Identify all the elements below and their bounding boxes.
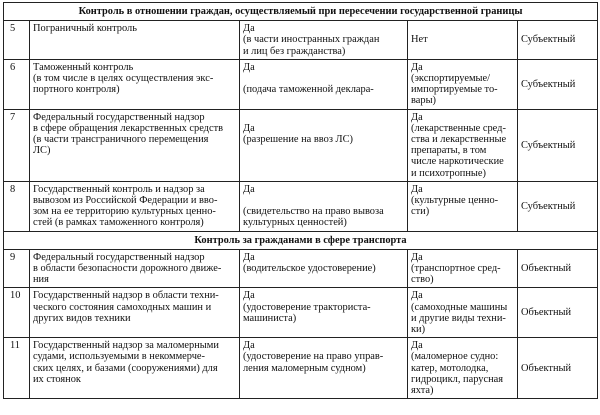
control-name-line: (в части трансграничного перемещения xyxy=(33,134,209,146)
permit-answer: Да xyxy=(243,251,255,263)
object-detail-line: ки) xyxy=(411,324,426,336)
control-name-line: ческого состояния самоходных машин и xyxy=(33,301,212,313)
permit-detail-line: (разрешение на ввоз ЛС) xyxy=(243,134,353,146)
permit-answer: Да xyxy=(243,23,255,35)
object-answer: Да xyxy=(411,251,423,263)
control-name-line: Государственный надзор за маломерными xyxy=(33,340,219,352)
object-detail-line: (самоходные машины xyxy=(411,301,508,313)
object-detail-line: вары) xyxy=(411,95,437,107)
permit-detail-line: ления маломерным судном) xyxy=(243,362,366,374)
object-detail-line: и психотропные) xyxy=(411,167,486,179)
object-detail-line: сти) xyxy=(411,206,430,218)
object-detail-line: импортируемые то- xyxy=(411,84,498,96)
permit-cell xyxy=(240,59,408,109)
table-row xyxy=(4,338,598,399)
row-number: 6 xyxy=(4,59,30,109)
object-detail-line: катер, мотолодка, xyxy=(411,362,489,374)
control-type-cell: Субъектный xyxy=(518,59,598,109)
control-name-cell xyxy=(30,109,240,181)
object-detail-line: (лекарственные сред- xyxy=(411,122,506,134)
object-detail-line: (транспортное сред- xyxy=(411,263,501,275)
permit-answer: Да xyxy=(243,61,255,73)
object-cell xyxy=(408,59,518,109)
control-name-line: портного контроля) xyxy=(33,84,120,96)
permit-answer: Да xyxy=(243,340,255,352)
object-cell xyxy=(408,338,518,399)
row-number: 10 xyxy=(4,288,30,338)
permit-detail-line: культурных ценностей) xyxy=(243,217,347,229)
section-title: Контроль за гражданами в сфере транспорта xyxy=(4,231,598,249)
object-detail-line: гидроцикл, парусная xyxy=(411,373,504,385)
permit-cell xyxy=(240,21,408,60)
section-header-row xyxy=(4,231,598,249)
control-type-cell: Объектный xyxy=(518,249,598,288)
table-row xyxy=(4,249,598,288)
object-detail-line: ство) xyxy=(411,274,434,286)
object-cell xyxy=(408,181,518,231)
object-detail-line: ства и лекарственные xyxy=(411,134,507,146)
permit-cell xyxy=(240,338,408,399)
control-name-line: в области безопасности дорожного движе- xyxy=(33,263,222,275)
permit-detail-line: (удостоверение на право управ- xyxy=(243,351,384,363)
object-cell xyxy=(408,288,518,338)
row-number: 7 xyxy=(4,109,30,181)
permit-detail-line: (удостоверение тракториста- xyxy=(243,301,371,313)
object-cell xyxy=(408,249,518,288)
control-name-line: Федеральный государственный надзор xyxy=(33,251,205,263)
control-name-line: ЛС) xyxy=(33,145,51,157)
object-answer: Да xyxy=(411,61,423,73)
control-name-line: ских целях, и базами (сооружениями) для xyxy=(33,362,218,374)
object-answer: Да xyxy=(411,183,423,195)
object-detail-line: (культурные ценно- xyxy=(411,195,499,207)
object-answer: Нет xyxy=(411,34,428,46)
control-type-cell: Объектный xyxy=(518,338,598,399)
permit-answer: Да xyxy=(243,290,255,302)
row-number: 11 xyxy=(4,338,30,399)
permit-cell xyxy=(240,109,408,181)
control-name-line: вывозом из Российской Федерации и вво- xyxy=(33,195,218,207)
control-name-cell xyxy=(30,288,240,338)
object-detail-line: яхта) xyxy=(411,385,434,397)
permit-cell xyxy=(240,181,408,231)
object-detail-line: (маломерное судно: xyxy=(411,351,499,363)
control-name-cell xyxy=(30,338,240,399)
control-name-line: судами, используемыми в некоммерче- xyxy=(33,351,205,363)
permit-answer: Да xyxy=(243,183,255,195)
table-row xyxy=(4,59,598,109)
control-name-line: в сфере обращения лекарственных средств xyxy=(33,122,224,134)
control-name-line: других видов техники xyxy=(33,312,131,324)
control-name-line: их стоянок xyxy=(33,373,81,385)
object-cell xyxy=(408,21,518,60)
permit-detail-line: (в части иностранных граждан xyxy=(243,34,380,46)
control-name-cell xyxy=(30,59,240,109)
control-name-line: Федеральный государственный надзор xyxy=(33,111,205,123)
permit-cell xyxy=(240,288,408,338)
row-number: 8 xyxy=(4,181,30,231)
control-name-line: зом на ее территорию культурных ценно- xyxy=(33,206,216,218)
object-detail-line: и другие виды техни- xyxy=(411,312,506,324)
control-name-cell xyxy=(30,181,240,231)
control-name-line: ния xyxy=(33,274,49,286)
permit-detail-line: (подача таможенной деклара- xyxy=(243,84,374,96)
object-detail-line: числе наркотические xyxy=(411,156,504,168)
permit-answer: Да xyxy=(243,122,255,134)
permit-detail-line: (водительское удостоверение) xyxy=(243,263,376,275)
permit-detail-line: и лиц без гражданства) xyxy=(243,45,346,57)
object-answer: Да xyxy=(411,340,423,352)
control-name-line: (в том числе в целях осуществления экс- xyxy=(33,73,214,85)
object-detail-line: препараты, в том xyxy=(411,145,487,157)
control-type-cell: Субъектный xyxy=(518,109,598,181)
control-name-cell xyxy=(30,21,240,60)
control-name-line: стей (в рамках таможенного контроля) xyxy=(33,217,204,229)
object-detail-line: (экспортируемые/ xyxy=(411,73,491,85)
control-name-cell xyxy=(30,249,240,288)
control-name-line: Государственный контроль и надзор за xyxy=(33,183,205,195)
control-type-cell: Субъектный xyxy=(518,21,598,60)
section-header-row xyxy=(4,3,598,21)
row-number: 9 xyxy=(4,249,30,288)
table-row xyxy=(4,21,598,60)
permit-detail-line: (свидетельство на право вывоза xyxy=(243,206,384,218)
object-answer: Да xyxy=(411,290,423,302)
table-row xyxy=(4,288,598,338)
permit-detail-line: машиниста) xyxy=(243,312,297,324)
table-row xyxy=(4,181,598,231)
object-answer: Да xyxy=(411,111,423,123)
table-row xyxy=(4,109,598,181)
row-number: 5 xyxy=(4,21,30,60)
control-name-line: Таможенный контроль xyxy=(33,61,134,73)
control-type-cell: Субъектный xyxy=(518,181,598,231)
control-name-line: Государственный надзор в области техни- xyxy=(33,290,219,302)
control-type-cell: Объектный xyxy=(518,288,598,338)
object-cell xyxy=(408,109,518,181)
permit-cell xyxy=(240,249,408,288)
control-table xyxy=(3,2,598,399)
section-title: Контроль в отношении граждан, осуществляемый при пересечении государственной границы xyxy=(4,3,598,21)
control-name-line: Пограничный контроль xyxy=(33,23,137,35)
